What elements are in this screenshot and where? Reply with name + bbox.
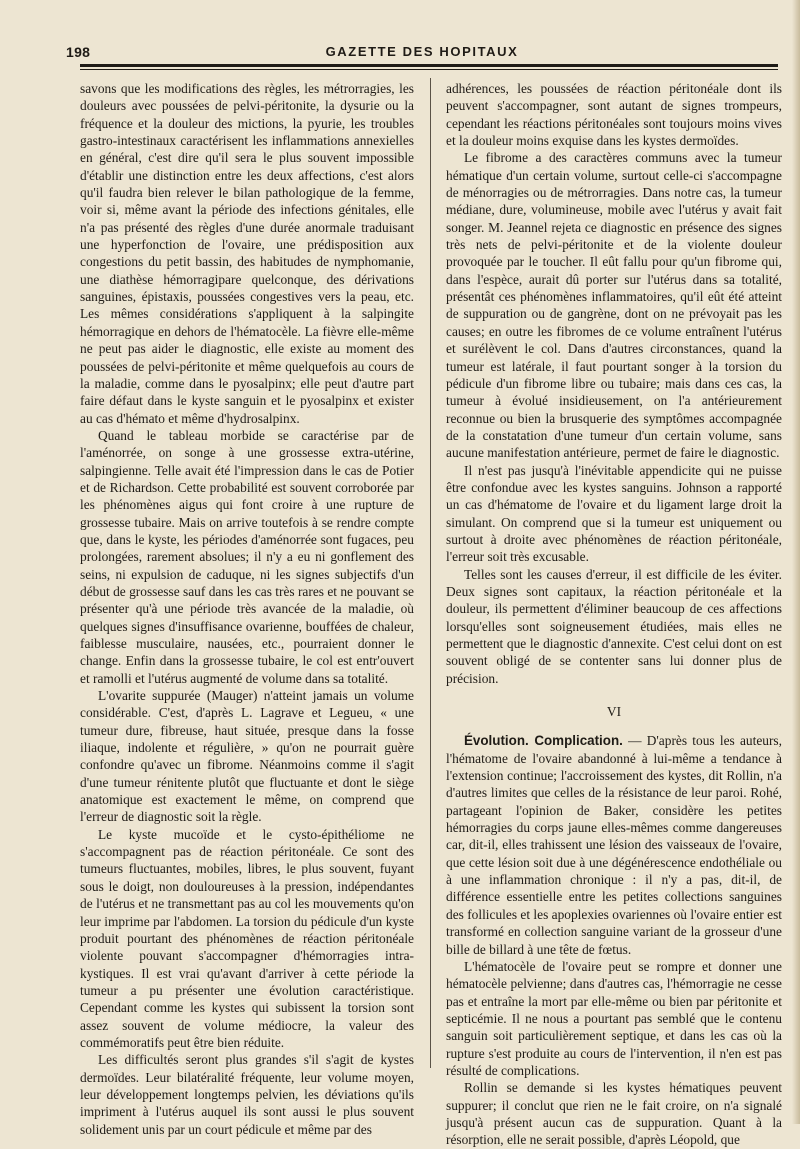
paragraph: Le fibrome a des caractères communs avec la tumeur hématique d'un certain volume, surtout celle-ci s'accompagne de ménorragies ou de métrorragies. Dans notre cas, la tumeur médiane, dure, volumineuse, mobile avec l'utérus y avait fait songer. M. Jeannel rejeta ce diagnostic en présence des signes très nets de pelvi-péritonite et de la violente douleur provoquée par le toucher. Il eût fallu pour qu'un fibrome qui, dans l'espèce, aurait dû porter sur l'utérus dans sa totalité, présentât ces phénomènes inflammatoires, qu'il eût été atteint de suppuration ou de gangrène, dont on ne prévoyait pas les causes; en outre les fibromes de ce volume entraînent l'utérus et surélèvent le col. Dans d'autres circonstances, quand la tumeur est latérale, il faut pourtant songer à la torsion du pédicule d'un fibrome libre ou tubaire; mais dans ces cas, la tumeur à évolué insidieusement, on l'a antérieurement reconnue ou bien la brusquerie des symptômes accompagnée de la constatation d'une tumeur d'un certain volume, sans aucune manifestation antérieure, permet de faire le diagnostic. bbox=[446, 150, 782, 461]
column-divider bbox=[430, 78, 431, 1068]
page-header bbox=[66, 44, 778, 64]
section-paragraph-text: — D'après tous les auteurs, l'hématome de l'ovaire abandonné à lui-même a tendance à l'extension continue; l'accroissement des kystes, dit Rollin, n'a d'autres limites que celles de la résistance de leur paroi. Rohé, partageant l'opinion de Baker, considère les petites hémorragies du corps jaune elles-mêmes comme dangereuses car, dit-il, elles trahissent une lésion des vaisseaux de l'ovaire, que cette lésion soit due à une dégénérescence endothéliale ou à une inflammation chronique : il n'y a pas, dit-il, de différence essentielle entre les petites collections sanguines des follicules et les apoplexies ovariennes où l'ovaire entier est transformé en collection sanguine variant de la grosseur d'une bille de billard à une tête de fœtus. bbox=[446, 733, 782, 957]
paragraph: L'hématocèle de l'ovaire peut se rompre et donner une hématocèle pelvienne; dans d'autres cas, l'hémorragie ne cesse pas et entraîne la mort par elle-même ou bien par péritonite et septicémie. Il ne nous a pourtant pas semblé que le contenu sanguin soit particulièrement septique, et dans les cas où la rupture s'est produite au cours de l'intervention, il n'en est pas résulté de complications. bbox=[446, 958, 782, 1078]
paragraph: Quand le tableau morbide se caractérise par de l'aménorrée, on songe à une grossesse extra-utérine, salpingienne. Telle avait été l'impression dans le cas de Potier et de Richardson. Cette probabilité est souvent corroborée par les phénomènes aigus qui font croire à une rupture de grossesse tubaire. Mais on arrive toutefois à se rendre compte que, dans le kyste, les périodes d'aménorrée sont fugaces, peu prolongées, rarement absolues; il n'y a eu ni gonflement des seins, ni expulsion de caduque, ni les signes subjectifs d'un début de grossesse sauf dans les cas très rares et ne pouvant se présenter qu'à une période très avancée de la maladie, où quelques signes d'insuffisance ovarienne, bouffées de chaleur, faiblesse musculaire, nausées, etc., pourraient donner le change. Enfin dans la grossesse tubaire, le col est entr'ouvert et ramolli et l'utérus augmenté de volume dans sa totalité. bbox=[80, 427, 414, 686]
section-number: VI bbox=[606, 704, 622, 720]
paragraph: Telles sont les causes d'erreur, il est difficile de les éviter. Deux signes sont capitaux, la réaction péritonéale et la douleur, ils permettent d'éliminer beaucoup de ces affections lorsqu'elles sont soigneusement étudiées, mais elles ne permettent que le diagnostic d'annexite. C'est celui dont on est souvent obligé de se contenter sans lui donner plus de précision. bbox=[446, 566, 782, 686]
left-column bbox=[80, 80, 414, 1138]
right-column bbox=[446, 80, 782, 1149]
paragraph: Les difficultés seront plus grandes s'il s'agit de kystes dermoïdes. Leur bilatéralité fréquente, leur volume moyen, leur développement longtemps pelvien, les déviations qu'ils impriment à l'utérus auquel ils sont aussi le plus souvent solidement unis par un court pédicule et même par des bbox=[80, 1052, 414, 1137]
paragraph: Il n'est pas jusqu'à l'inévitable appendicite qui ne puisse être confondue avec les kystes sanguins. Johnson a rapporté un cas d'hématome de l'ovaire et du ligament large droit la simulant. On comprend que si la tumeur est uniquement ou surtout à droite avec phénomènes de réaction péritonéale, l'erreur soit très excusable. bbox=[446, 462, 782, 565]
paragraph: adhérences, les poussées de réaction péritonéale dont ils peuvent s'accompagner, sont autant de signes trompeurs, cependant les réactions péritonéales sont toujours moins vives et la douleur moins exquise dans les kystes dermoïdes. bbox=[446, 81, 782, 149]
paragraph: Rollin se demande si les kystes hématiques peuvent suppurer; il conclut que rien ne le fait croire, on n'a signalé jusqu'à présent aucun cas de suppuration. Quant à la résorption, elle ne serait possible, d'après Léopold, que bbox=[446, 1080, 782, 1148]
paragraph: Le kyste mucoïde et le cysto-épithéliome ne s'accompagnent pas de réaction péritonéale. Ce sont des tumeurs fluctuantes, mobiles, libres, le plus souvent, fuyant sous le doigt, non douloureuses à la pression, indépendantes de l'utérus et ne transmettant pas au col les mouvements qu'on leur imprime par l'abdomen. La torsion du pédicule d'un kyste produit pourtant des phénomènes de réaction péritonéale violente pouvant s'accompagner d'hémorragies intra-kystiques. Il est vrai qu'avant d'arriver à cette période la tumeur a pu présenter une évolution caractéristique. Cependant comme les kystes qui subissent la torsion sont assez souvent de volume médiocre, la valeur des commémoratifs peut être bien réduite. bbox=[80, 826, 414, 1050]
header-rule-thin bbox=[80, 69, 778, 70]
header-rule-thick bbox=[80, 64, 778, 67]
paragraph: savons que les modifications des règles, les métrorragies, les douleurs avec poussées de pelvi-péritonite, la dysurie ou la fréquence et la douleur des mictions, la pyurie, les troubles gastro-intestinaux caractérisent les inflammations annexielles en général, c'est dire qu'il sera le plus souvent impossible d'établir une distinction entre les deux affections, c'est alors qu'il faudra bien relever le bilan pathologique de la femme, voir si, même avant la période des infections génitales, elle n'a pas présenté des règles d'une durée anormale traduisant une hyperfonction de l'ovaire, une prédisposition aux congestions du petit bassin, des habitudes de nymphomanie, une diathèse hémorragipare quelconque, des dérivations sanguines, épistaxis, poussées congestives vers la peau, etc. Les mêmes considérations s'appliquent à la salpingite hémorragique en dehors de l'hématocèle. La fièvre elle-même ne peut pas aider le diagnostic, elle existe au moment des poussées de pelvi-péritonite et même quelquefois au cours de la maladie, comme dans le pyosalpinx; elle peut d'autre part faire défaut dans le kyste sanguin et le pyosalpinx et exister au cas d'hémato et même d'hydrosalpinx. bbox=[80, 81, 414, 426]
page-number: 198 bbox=[66, 44, 91, 60]
section-paragraph bbox=[446, 732, 782, 957]
section-heading: Évolution. Complication. bbox=[464, 733, 623, 749]
journal-title: GAZETTE DES HOPITAUX bbox=[325, 44, 519, 59]
page-edge-shadow bbox=[792, 0, 800, 1124]
paragraph: L'ovarite suppurée (Mauger) n'atteint jamais un volume considérable. C'est, d'après L. Lagrave et Legueu, « une tumeur dure, fibreuse, haut située, presque dans la fosse iliaque, indolente et régulière, » qu'on ne pourrait guère confondre qu'avec un fibrome. Néanmoins comme il s'agit d'une tumeur rénitente plutôt que fluctuante et dont le siège anatomique est exactement le même, on comprend que l'erreur de diagnostic soit la règle. bbox=[80, 688, 414, 825]
